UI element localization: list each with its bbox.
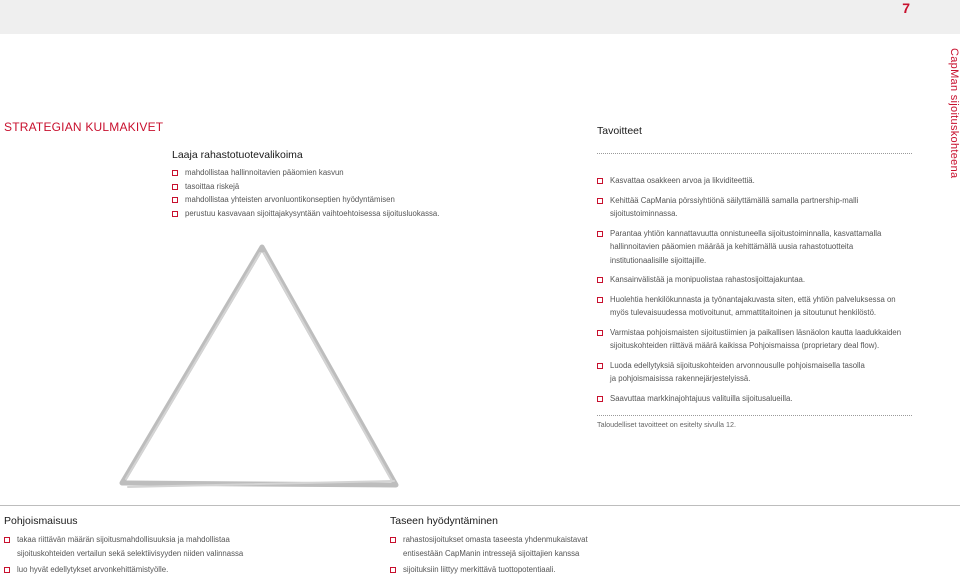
- list-item: luo hyvät edellytykset arvonkehittämistyölle.: [4, 563, 294, 577]
- bullet-square-icon: [597, 178, 603, 184]
- bullet-square-icon: [172, 170, 178, 176]
- strategy-heading: STRATEGIAN KULMAKIVET: [4, 120, 164, 134]
- tavoitteet-list: [597, 174, 912, 405]
- top-bar: [0, 0, 960, 34]
- laaja-section: [172, 149, 462, 220]
- side-section-title: CapMan sijoituskohteena: [948, 48, 960, 179]
- bullet-square-icon: [597, 231, 603, 237]
- bullet-square-icon: [597, 277, 603, 283]
- bullet-square-icon: [172, 211, 178, 217]
- list-item: Kehittää CapMania pörssiyhtiönä säilyttämällä samalla partnership-malli sijoitustoiminnassa.: [597, 194, 912, 221]
- list-item: Varmistaa pohjoismaisten sijoitustiimien ja paikallisen läsnäolon kautta laadukkaiden sijoituskohteiden riittävä määrä kaikissa Pohjoismaissa (proprietary deal flow).: [597, 326, 912, 353]
- pohjoismaisuus-title: Pohjoismaisuus: [4, 515, 78, 527]
- laaja-list: [172, 166, 462, 220]
- list-item: mahdollistaa yhteisten arvonluontikonseptien hyödyntämisen: [172, 193, 462, 207]
- bullet-square-icon: [172, 184, 178, 190]
- laaja-title: Laaja rahastotuotevalikoima: [172, 149, 303, 161]
- divider: [597, 415, 912, 416]
- list-item: tasoittaa riskejä: [172, 180, 462, 194]
- list-item: Parantaa yhtiön kannattavuutta onnistuneella sijoitustoiminnalla, kasvattamalla hallinnoitavien pääomien määrää ja kehittämällä uusia rahastotuotteita institutionaalisille sijoittajille.: [597, 227, 912, 268]
- bullet-square-icon: [4, 567, 10, 573]
- page-number: 7: [902, 0, 910, 16]
- list-item: Huolehtia henkilökunnasta ja työnantajakuvasta siten, että yhtiön palveluksessa on myös tulevaisuudessa motivoitunut, ammattitaitoinen ja sitoutunut henkilöstö.: [597, 293, 912, 320]
- bullet-square-icon: [390, 567, 396, 573]
- bullet-square-icon: [597, 198, 603, 204]
- list-item: takaa riittävän määrän sijoitusmahdollisuuksia ja mahdollistaa sijoituskohteiden vertailun sekä selektiivisyyden niiden valinnassa: [4, 533, 294, 560]
- bullet-square-icon: [172, 197, 178, 203]
- list-item: perustuu kasvavaan sijoittajakysyntään vaihtoehtoisessa sijoitusluokassa.: [172, 207, 462, 221]
- list-item: rahastosijoitukset omasta taseesta yhdenmukaistavat entisestään CapManin intressejä sijoittajien kanssa: [390, 533, 690, 560]
- list-item: Saavuttaa markkinajohtajuus valituilla sijoitusalueilla.: [597, 392, 912, 406]
- list-item: sijoituksiin liittyy merkittävä tuottopotentiaali.: [390, 563, 690, 577]
- bullet-square-icon: [597, 363, 603, 369]
- list-item: mahdollistaa hallinnoitavien pääomien kasvun: [172, 166, 462, 180]
- taseen-title: Taseen hyödyntäminen: [390, 515, 498, 527]
- tavoitteet-note: Taloudelliset tavoitteet on esitelty sivulla 12.: [597, 420, 737, 429]
- bullet-square-icon: [390, 537, 396, 543]
- footer-divider: [0, 505, 960, 506]
- bullet-square-icon: [4, 537, 10, 543]
- tavoitteet-title: Tavoitteet: [597, 125, 642, 137]
- list-item: Kansainvälistää ja monipuolistaa rahastosijoittajakuntaa.: [597, 273, 912, 287]
- triangle-graphic: [110, 235, 410, 495]
- tavoitteet-section: [597, 125, 912, 429]
- bullet-square-icon: [597, 396, 603, 402]
- list-item: Kasvattaa osakkeen arvoa ja likviditeettiä.: [597, 174, 912, 188]
- bullet-square-icon: [597, 330, 603, 336]
- list-item: Luoda edellytyksiä sijoituskohteiden arvonnousulle pohjoismaisella tasolla ja pohjoismaisissa rakennejärjestelyissä.: [597, 359, 912, 386]
- pohjoismaisuus-section: [4, 515, 294, 577]
- bullet-square-icon: [597, 297, 603, 303]
- taseen-section: [390, 515, 690, 577]
- divider: [597, 153, 912, 154]
